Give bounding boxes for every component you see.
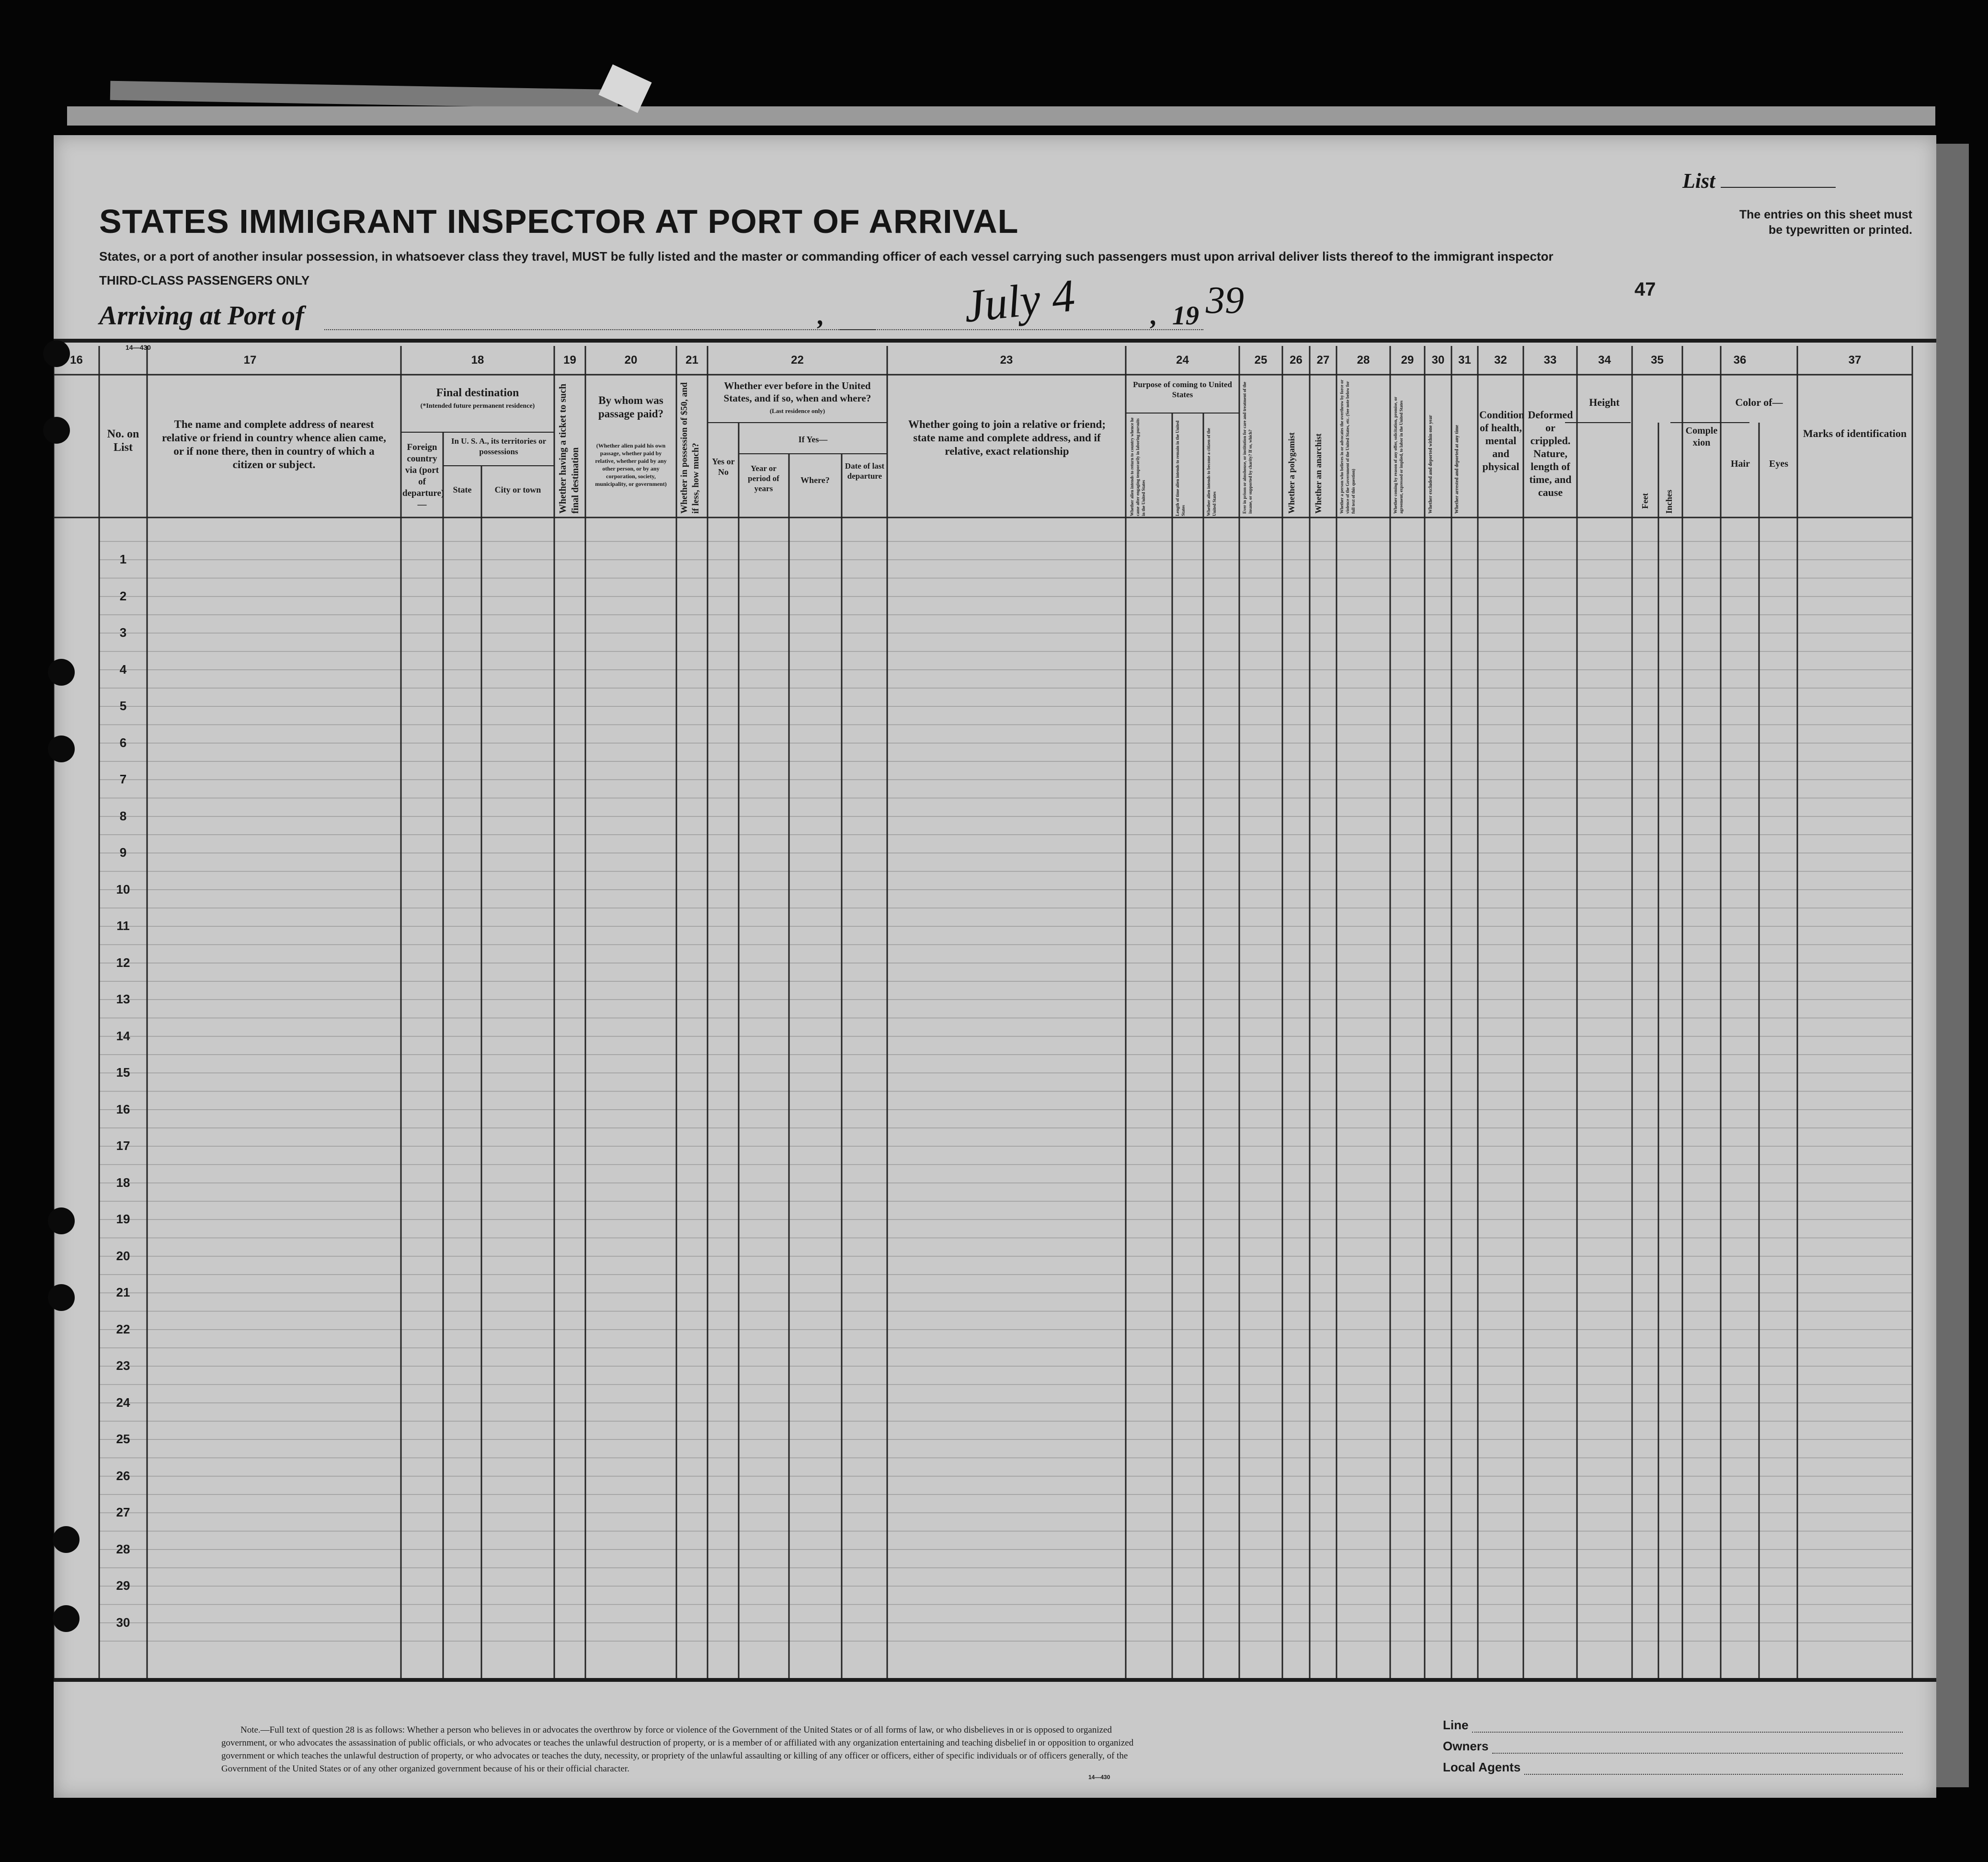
row-number: 18 xyxy=(116,1175,130,1190)
col17-header: The name and complete address of nearest relative or friend in country whence alien came, or if none there, then in country of which a citizen or subject. xyxy=(161,418,386,471)
column-number: 23 xyxy=(1000,354,1013,367)
form-instruction: States, or a port of another insular possession, in whatsoever class they travel, MUST be fully listed and the master or commanding officer of each vessel carrying such passengers must upon arrival deliver lists thereof to the immigrant inspector xyxy=(99,249,1554,264)
class-note: THIRD-CLASS PASSENGERS ONLY xyxy=(99,273,310,287)
typewritten-note-line2: be typewritten or printed. xyxy=(1768,223,1912,237)
row-number: 28 xyxy=(116,1541,130,1556)
column-number: 33 xyxy=(1543,354,1557,367)
row-number: 30 xyxy=(116,1615,130,1630)
table-top-rule xyxy=(54,339,1936,343)
column-number: 36 xyxy=(1733,354,1747,367)
row-number: 10 xyxy=(116,882,130,897)
row-number: 3 xyxy=(119,625,127,640)
col24-a: Whether alien intends to return to country whence he came after engaging temporarily in laboring pursuits in the United States xyxy=(1130,417,1146,516)
col34-feet: Feet xyxy=(1640,493,1650,509)
column-number: 37 xyxy=(1848,354,1862,367)
row-number: 5 xyxy=(119,699,127,713)
col22-where: Where? xyxy=(800,475,830,485)
line-label: Line xyxy=(1443,1718,1469,1732)
form-title: STATES IMMIGRANT INSPECTOR AT PORT OF ARRIVAL xyxy=(99,203,1019,240)
row-number: 8 xyxy=(119,808,127,823)
column-number: 32 xyxy=(1494,354,1507,367)
col22-date: Date of last departure xyxy=(845,461,885,481)
question-28-note: Note.—Full text of question 28 is as follows: Whether a person who believes in or advocates the overthrow by force or violence of the Government of the United States or of all forms of law, or who disbelieves in or is opposed to organized government, or who advocates the assassination of public officials, or who advocates or teaches the unlawful destruction of property, or is a member of or affiliated with any organization entertaining and teaching disbelief in or opposition to organized government or which teaches the unlawful destruction of property, or who advocates or teaches the duty, necessity, or propriety of the unlawful assaulting or killing of any officer or officers, either of specific individuals or of officers generally, of the Government of the United States or of any other organized government because of his or their official character. xyxy=(221,1725,1134,1774)
row-number: 25 xyxy=(116,1432,130,1446)
col32-header: Condition of health, mental and physical xyxy=(1479,409,1525,472)
row-number: 1 xyxy=(119,552,127,566)
col22-year: Year or period of years xyxy=(748,464,779,493)
column-number: 16 xyxy=(70,354,83,367)
col27-header: Whether an anarchist xyxy=(1314,433,1323,514)
binder-hole xyxy=(48,659,75,686)
col22-ifyes: If Yes— xyxy=(798,435,828,444)
row-number: 4 xyxy=(119,662,127,677)
owners-blank xyxy=(1492,1753,1903,1754)
row-number: 11 xyxy=(116,919,130,933)
col35-header: Complexion xyxy=(1685,425,1718,448)
line-field xyxy=(1443,1712,1903,1733)
list-field xyxy=(1682,169,1836,193)
footer-fields xyxy=(1443,1712,1903,1775)
col22-sub: (Last residence only) xyxy=(769,407,825,414)
agents-label: Local Agents xyxy=(1443,1760,1521,1774)
owners-label: Owners xyxy=(1443,1739,1489,1753)
column-number: 24 xyxy=(1176,354,1189,367)
row-number: 12 xyxy=(116,955,130,970)
column-number: 20 xyxy=(624,354,638,367)
binder-hole xyxy=(43,417,70,444)
year-comma: , xyxy=(1151,301,1157,331)
column-number: 34 xyxy=(1598,354,1611,367)
handwritten-year: 39 xyxy=(1206,279,1244,322)
paper-stack-edge xyxy=(67,106,1935,126)
col22-yesno: Yes or No xyxy=(712,457,735,477)
col18-city: City or town xyxy=(494,485,541,494)
col36-title: Color of— xyxy=(1735,396,1783,408)
row-number: 9 xyxy=(119,845,127,860)
col19-header: Whether having a ticket to such final destination xyxy=(558,383,581,514)
column-number: 18 xyxy=(471,354,484,367)
col25-header: Ever in prison or almshouse, or institution for care and treatment of the insane, or supported by charity? If so, which? xyxy=(1242,381,1253,514)
sheet-number: 47 xyxy=(1634,279,1656,300)
column-number: 25 xyxy=(1254,354,1268,367)
column-number: 29 xyxy=(1401,354,1414,367)
col30-header: Whether excluded and deported within one year xyxy=(1428,415,1433,514)
col18-usa: In U. S. A., its territories or possessions xyxy=(451,437,547,456)
list-label: List xyxy=(1682,169,1715,193)
handwritten-date: July 4 xyxy=(961,269,1077,332)
owners-field xyxy=(1443,1733,1903,1754)
column-number: 27 xyxy=(1316,354,1330,367)
binder-hole xyxy=(48,736,75,762)
form-code-bottom: 14—430 xyxy=(1088,1774,1110,1781)
row-number: 17 xyxy=(116,1138,130,1153)
col22-title: Whether ever before in the United States, and if so, when and where? xyxy=(723,380,871,404)
manifest-sheet xyxy=(54,135,1936,1798)
binder-hole xyxy=(43,340,70,367)
col36-eyes: Eyes xyxy=(1769,459,1788,469)
row-number: 14 xyxy=(116,1028,130,1043)
col20-note: (Whether alien paid his own passage, whether paid by relative, whether paid by any other person, or by any corporation, society, municipality, or government) xyxy=(595,442,667,487)
column-number: 31 xyxy=(1458,354,1471,367)
year-prefix: 19 xyxy=(1172,301,1199,331)
col18-foreign: Foreign country via (port of departure)— xyxy=(402,442,445,510)
paper-stack-edge xyxy=(110,81,618,109)
col26-header: Whether a polygamist xyxy=(1287,432,1296,514)
col37-header: Marks of identification xyxy=(1803,427,1907,439)
row-number: 23 xyxy=(116,1358,130,1373)
col24-b: Length of time alien intends to remain in the United States xyxy=(1175,420,1186,516)
col29-header: Whether coming by reason of any offer, solicitation, promise, or agreement, expressed or implied, to labor in the United States xyxy=(1393,397,1404,514)
col24-c: Whether alien intends to become a citizen of the United States xyxy=(1206,428,1217,516)
row-number: 6 xyxy=(119,735,127,750)
table-bottom-rule xyxy=(54,1678,1936,1682)
typewritten-note-line1: The entries on this sheet must xyxy=(1739,208,1912,221)
port-blank xyxy=(324,329,875,330)
row-number: 2 xyxy=(119,588,127,603)
row-number: 26 xyxy=(116,1468,130,1483)
line-blank xyxy=(1472,1732,1903,1733)
column-number: 26 xyxy=(1290,354,1302,367)
row-number: 7 xyxy=(119,772,127,786)
col28-header: Whether a person who believes in or advocates the overthrow by force or violence of the Government of the United States, etc. (See note below for full text of this question) xyxy=(1339,379,1356,514)
column-number: 17 xyxy=(243,354,257,367)
row-number: 16 xyxy=(116,1102,130,1116)
row-number: 19 xyxy=(116,1212,130,1226)
row-number: 15 xyxy=(116,1065,130,1080)
col31-header: Whether arrested and deported at any time xyxy=(1454,425,1460,514)
row-number: 29 xyxy=(116,1578,130,1593)
column-number: 30 xyxy=(1431,354,1445,367)
col16-header: No. on List xyxy=(107,428,139,454)
row-number: 27 xyxy=(116,1505,130,1519)
agents-field xyxy=(1443,1754,1903,1775)
col18-sub: (*Intended future permanent residence) xyxy=(420,402,535,410)
col34-title: Height xyxy=(1589,396,1620,408)
arriving-label: Arriving at Port of xyxy=(99,301,304,331)
col18-title: Final destination xyxy=(436,387,519,399)
col24-title: Purpose of coming to United States xyxy=(1133,380,1232,399)
row-number: 24 xyxy=(116,1395,130,1410)
row-number: 20 xyxy=(116,1248,130,1263)
col36-hair: Hair xyxy=(1731,459,1750,469)
col21-header: Whether in possession of $50, and if less, how much? xyxy=(679,382,701,514)
row-number: 13 xyxy=(116,992,130,1006)
col18-state: State xyxy=(453,485,472,494)
row-number: 22 xyxy=(116,1322,130,1336)
col34-inches: Inches xyxy=(1664,489,1674,514)
binder-hole xyxy=(53,1605,80,1632)
column-number: 21 xyxy=(686,354,698,367)
binder-hole xyxy=(48,1284,75,1311)
binder-hole xyxy=(48,1207,75,1234)
row-number: 21 xyxy=(116,1285,130,1299)
col33-header: Deformed or crippled. Nature, length of time, and cause xyxy=(1528,409,1573,498)
col20-title: By whom was passage paid? xyxy=(598,394,664,420)
table-grid xyxy=(54,346,1936,1678)
column-number: 22 xyxy=(791,354,804,367)
form-code-top: 14—430 xyxy=(126,344,151,351)
manifest-table xyxy=(54,346,1936,1678)
column-number: 28 xyxy=(1357,354,1370,367)
column-number: 35 xyxy=(1651,354,1664,367)
column-number: 19 xyxy=(563,354,576,367)
binder-hole xyxy=(53,1526,80,1553)
typewritten-note xyxy=(1634,207,1912,238)
date-blank xyxy=(839,329,1203,330)
agents-blank xyxy=(1524,1774,1903,1775)
col23-header: Whether going to join a relative or friend; state name and complete address, and if relative, exact relationship xyxy=(908,418,1106,457)
list-blank xyxy=(1721,187,1836,188)
comma: , xyxy=(818,301,824,331)
